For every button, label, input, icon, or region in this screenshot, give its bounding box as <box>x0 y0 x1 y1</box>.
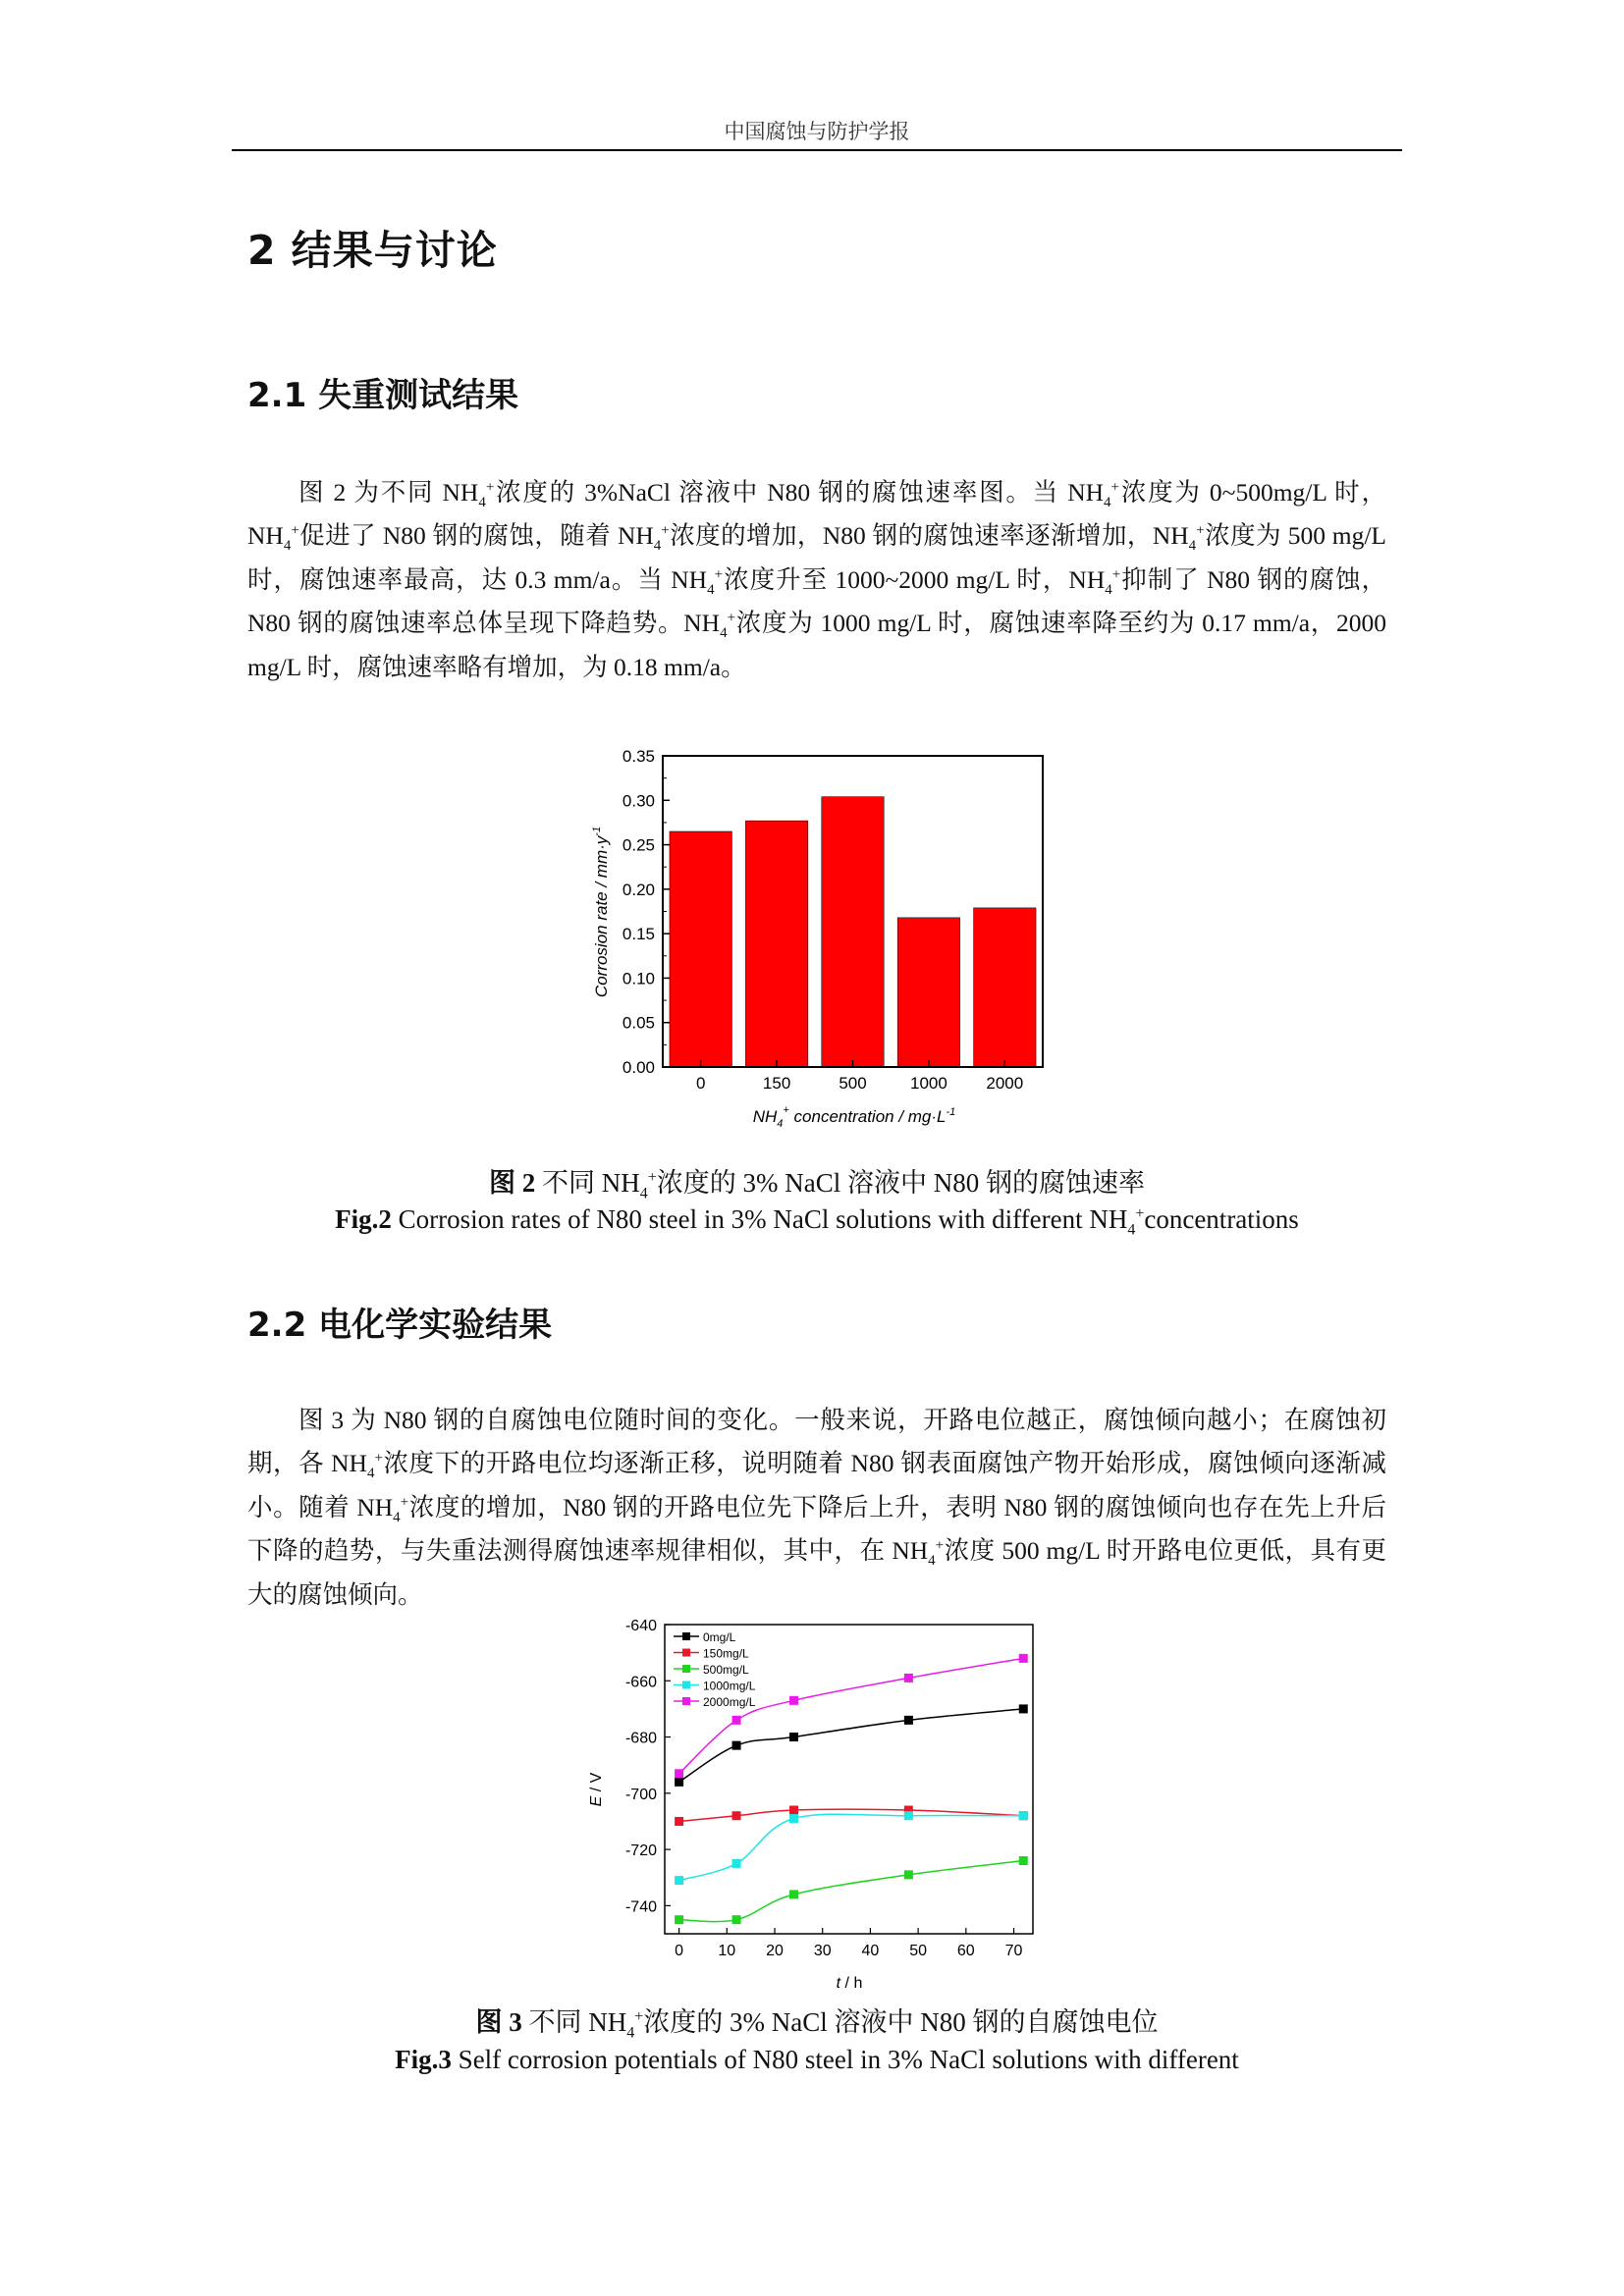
legend-entry: 150mg/L <box>703 1646 749 1661</box>
data-point-2000mg/L <box>675 1769 683 1778</box>
y-tick-label: -720 <box>624 1842 657 1860</box>
data-point-500mg/L <box>732 1915 741 1924</box>
x-axis-label: $NH_4^+$ concentration / $mg\cdot L^{-1}$ <box>752 1104 956 1130</box>
data-point-500mg/L <box>904 1870 913 1879</box>
y-tick-label: -740 <box>624 1898 657 1916</box>
legend-marker <box>682 1682 690 1689</box>
subsection-title-electrochemical: 2.2 电化学实验结果 <box>247 1306 553 1345</box>
y-axis-label: Corrosion rate / $mm\cdot y^{-1}$ <box>591 826 611 998</box>
y-axis-label: E / V <box>588 1772 605 1807</box>
x-tick-label: 20 <box>766 1943 784 1959</box>
bar-1000 <box>897 918 959 1067</box>
x-tick-label: 1000 <box>909 1074 947 1093</box>
data-point-150mg/L <box>675 1817 683 1826</box>
data-point-150mg/L <box>732 1811 741 1820</box>
legend-marker <box>682 1697 690 1705</box>
x-tick-label: 30 <box>813 1943 832 1959</box>
y-tick-label: 0.15 <box>622 925 655 944</box>
legend-marker <box>682 1649 690 1657</box>
x-tick-label: 2000 <box>986 1074 1024 1093</box>
y-tick-label: 0.00 <box>622 1058 655 1077</box>
y-tick-label: 0.25 <box>622 835 655 855</box>
data-point-500mg/L <box>675 1915 683 1924</box>
data-point-500mg/L <box>789 1890 798 1898</box>
x-tick-label: 150 <box>762 1074 791 1093</box>
legend-entry: 500mg/L <box>703 1663 749 1677</box>
series-line-500mg/L <box>679 1861 1024 1922</box>
y-tick-label: 0.10 <box>622 969 655 988</box>
x-tick-label: 0 <box>695 1074 706 1093</box>
x-tick-label: 500 <box>839 1074 867 1093</box>
figure-2-caption-en: Fig.2 Corrosion rates of N80 steel in 3% NaCl solutions with different $NH_4^+concentrations$ <box>335 1204 1299 1239</box>
x-tick-label: 70 <box>1004 1943 1023 1959</box>
y-tick-label: -680 <box>624 1730 657 1747</box>
x-axis-label: t / h <box>836 1975 863 1992</box>
data-point-0mg/L <box>904 1716 913 1725</box>
x-tick-label: 10 <box>718 1943 736 1959</box>
figure-3-caption-en: Fig.3 Self corrosion potentials of N80 steel in 3% NaCl solutions with different <box>395 2045 1239 2074</box>
data-point-1000mg/L <box>789 1814 798 1823</box>
figure-3-caption-cn: 图 3 不同 $NH_4^+$浓度的 3% NaCl 溶液中 N80 钢的自腐蚀电位 <box>475 2007 1159 2042</box>
data-point-1000mg/L <box>1019 1811 1028 1820</box>
data-point-150mg/L <box>789 1806 798 1815</box>
data-point-0mg/L <box>789 1733 798 1741</box>
y-tick-label: 0.35 <box>622 747 655 766</box>
data-point-1000mg/L <box>675 1876 683 1885</box>
figure-2-caption-cn: 图 2 不同 $NH_4^+$浓度的 3% NaCl 溶液中 N80 钢的腐蚀速率 <box>488 1168 1145 1202</box>
series-line-0mg/L <box>679 1709 1024 1782</box>
subsection-title-weight-loss: 2.1 失重测试结果 <box>247 376 519 415</box>
data-point-0mg/L <box>732 1741 741 1750</box>
data-point-2000mg/L <box>1019 1654 1028 1663</box>
data-point-1000mg/L <box>904 1811 913 1820</box>
y-tick-label: 0.30 <box>622 791 655 811</box>
section-title: 2 结果与讨论 <box>247 227 498 274</box>
y-tick-label: 0.05 <box>622 1013 655 1033</box>
bar-150 <box>745 821 807 1067</box>
journal-header: 中国腐蚀与防护学报 <box>724 120 910 143</box>
legend-marker <box>682 1632 690 1640</box>
y-tick-label: -700 <box>624 1786 657 1803</box>
data-point-2000mg/L <box>732 1716 741 1725</box>
data-point-2000mg/L <box>904 1674 913 1682</box>
bar-500 <box>822 797 884 1067</box>
legend-entry: 0mg/L <box>703 1630 736 1644</box>
data-point-0mg/L <box>675 1778 683 1787</box>
legend-marker <box>682 1665 690 1673</box>
y-tick-label: -660 <box>624 1674 657 1691</box>
figure-3-line-chart <box>579 1615 1060 2002</box>
x-tick-label: 50 <box>909 1943 928 1959</box>
x-tick-label: 0 <box>675 1943 684 1959</box>
paragraph-electrochemical: 图 3 为 N80 钢的自腐蚀电位随时间的变化。一般来说，开路电位越正，腐蚀倾向越小；在腐蚀初期，各 $NH_4^+$浓度下的开路电位均逐渐正移，说明随着 N80 钢表面腐蚀产物开始形成，腐蚀倾向逐渐减小。随着 $NH_4^+$浓度的增加，N80 钢的开路电位先下降后上升，表明 N80 钢的腐蚀倾向也存在先上升后下降的趋势，与失重法测得腐蚀速率规律相似，其中，在 $NH_4^+$浓度 500 mg/L 时开路电位更低，具有更大的腐蚀倾向。 <box>247 1406 1386 1609</box>
y-tick-label: -640 <box>624 1618 657 1634</box>
data-point-500mg/L <box>1019 1856 1028 1865</box>
data-point-1000mg/L <box>732 1859 741 1868</box>
bar-0 <box>670 831 731 1067</box>
legend-entry: 1000mg/L <box>703 1679 756 1693</box>
data-point-2000mg/L <box>789 1696 798 1705</box>
header-rule <box>232 149 1402 151</box>
series-line-1000mg/L <box>679 1814 1024 1880</box>
paragraph-weight-loss: 图 2 为不同 $NH_4^+$浓度的 3%NaCl 溶液中 N80 钢的腐蚀速率图。当 $NH_4^+$浓度为 0~500mg/L 时，$NH_4^+$促进了 N80 钢的腐蚀，随着 $NH_4^+$浓度的增加，N80 钢的腐蚀速率逐渐增加，$NH_4^+$浓度为 500 mg/L 时，腐蚀速率最高，达 0.3 mm/a。当 $NH_4^+$浓度升至 1000~2000 mg/L 时，$NH_4^+$抑制了 N80 钢的腐蚀，N80 钢的腐蚀速率总体呈现下降趋势。$NH_4^+$浓度为 1000 mg/L 时，腐蚀速率降至约为 0.17 mm/a，2000 mg/L 时，腐蚀速率略有增加，为 0.18 mm/a。 <box>247 478 1387 681</box>
bar-2000 <box>974 908 1036 1067</box>
y-tick-label: 0.20 <box>622 880 655 899</box>
x-tick-label: 60 <box>956 1943 975 1959</box>
x-tick-label: 40 <box>861 1943 880 1959</box>
data-point-0mg/L <box>1019 1704 1028 1713</box>
legend-entry: 2000mg/L <box>703 1695 756 1709</box>
figure-2-bar-chart <box>579 741 1070 1134</box>
